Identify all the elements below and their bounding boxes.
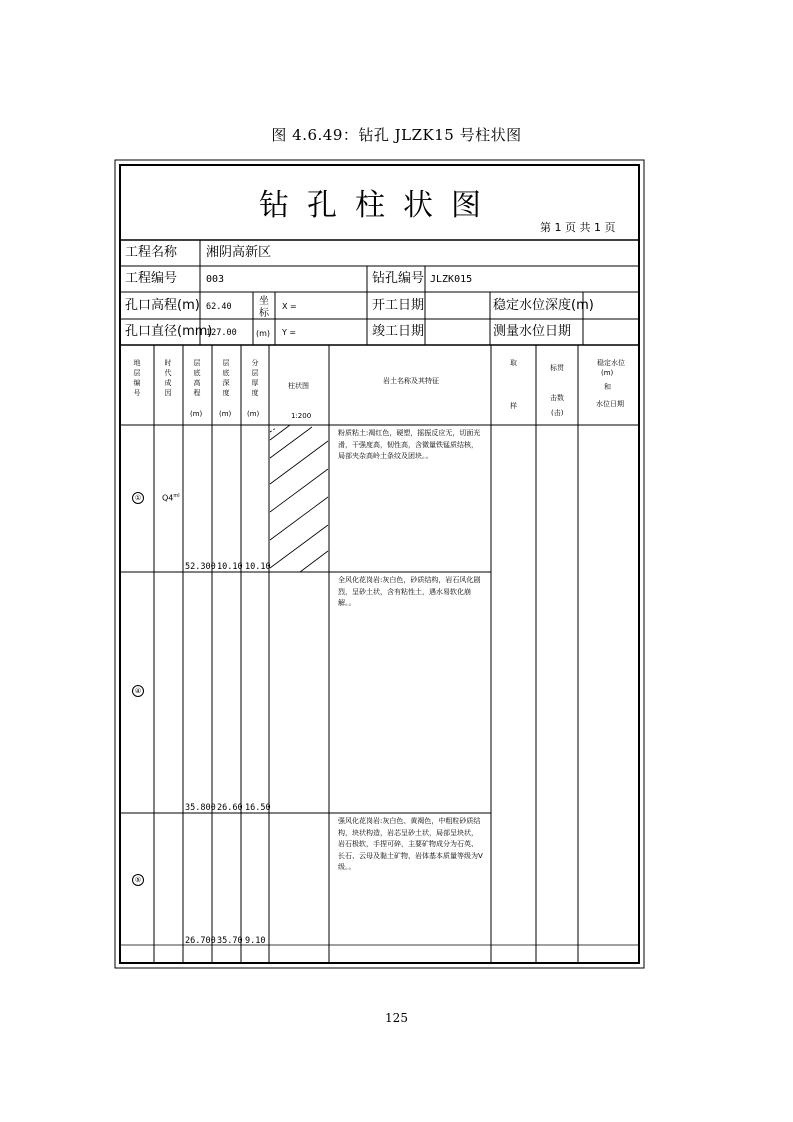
layer-desc-2: 全风化花岗岩:灰白色，砂质结构，岩石风化剧烈，呈砂土状，含有粘性土，遇水易软化崩解。。 [338, 576, 481, 607]
col-bottom-depth-unit: (m) [219, 410, 232, 418]
col-era: 时代成因 [164, 359, 172, 397]
layer-elev-1: 52.300 [185, 562, 216, 572]
layer-no-1: ① [132, 492, 144, 504]
col-column-fig: 柱状图 [288, 382, 309, 390]
col-bottom-elev: 层底高程 [193, 359, 201, 397]
layer-thick-1: 10.10 [245, 562, 271, 572]
layer-elev-2: 35.800 [185, 803, 216, 813]
layer-elev-3: 26.700 [185, 936, 216, 946]
elevation: 62.40 [206, 302, 232, 312]
layer-desc-1: 粉质粘土:褐红色，硬塑，摇振反应无，切面光滑，干强度高，韧性高，含微量铁锰质结核，局部夹杂高岭土条纹及团块。。 [338, 429, 481, 460]
col-bottom-depth: 层底深度 [222, 359, 230, 397]
col-description: 岩土名称及其特征 [383, 377, 439, 385]
project-name: 湘阴高新区 [206, 245, 272, 260]
coord-unit: (m) [256, 329, 271, 338]
col-spt-unit: (击) [551, 409, 564, 417]
col-spt-b: 击数 [550, 394, 564, 402]
page-indicator: 第 1 页 共 1 页 [540, 221, 616, 234]
col-sample-a: 取 [510, 359, 517, 367]
y-label: Y = [282, 328, 297, 337]
x-label: X = [282, 302, 297, 311]
layer-thick-2: 16.50 [245, 803, 271, 813]
borehole-no: JLZK015 [430, 274, 473, 285]
sheet-title: 钻孔柱状图 [259, 188, 499, 223]
col-scale: 1:200 [291, 412, 312, 420]
col-layer-no: 地层编号 [133, 359, 141, 397]
elevation-label: 孔口高程(m) [125, 298, 200, 313]
measured-water-label: 测量水位日期 [493, 324, 572, 339]
col-water-a: 稳定水位 [597, 359, 625, 367]
col-spt-a: 标贯 [550, 364, 564, 372]
col-water-unit: (m) [601, 369, 614, 377]
layer-depth-2: 26.60 [217, 803, 243, 813]
project-no: 003 [206, 274, 225, 285]
coord-label: 坐标 [259, 296, 269, 319]
layer-no-2: ④ [132, 685, 144, 697]
diameter-label: 孔口直径(mm) [125, 324, 213, 339]
layer-no-3: ⑤ [132, 874, 144, 886]
layer-desc-3: 强风化花岗岩:灰白色、黄褐色，中粗粒砂质结构，块状构造，岩芯呈砂土状，局部呈块状，岩石极软，手捏可碎，主要矿物成分为石英、长石、云母及黏土矿物，岩体基本质量等级为V级。。 [338, 817, 483, 871]
layer-era-1: $Q4^{ml}$ [162, 493, 180, 503]
layer-thick-3: 9.10 [245, 936, 266, 946]
col-water-and: 和 [604, 383, 611, 391]
column-hatch-layer-1 [270, 425, 328, 572]
layer-depth-3: 35.70 [217, 936, 243, 946]
col-thickness-unit: (m) [247, 410, 260, 418]
start-date-label: 开工日期 [372, 298, 425, 313]
col-water-b: 水位日期 [596, 400, 624, 408]
page-number: 125 [385, 1011, 408, 1025]
borehole-no-label: 钻孔编号 [372, 271, 425, 286]
col-sample-b: 样 [510, 402, 517, 410]
col-thickness: 分层厚度 [251, 359, 259, 397]
col-bottom-elev-unit: (m) [190, 410, 203, 418]
stable-water-label: 稳定水位深度(m) [493, 298, 594, 313]
layer-depth-1: 10.10 [217, 562, 243, 572]
end-date-label: 竣工日期 [372, 324, 425, 339]
project-no-label: 工程编号 [125, 271, 178, 286]
figure-caption: 图 4.6.49：钻孔 JLZK15 号柱状图 [271, 126, 522, 144]
project-name-label: 工程名称 [125, 245, 178, 260]
diameter: 127.00 [206, 328, 237, 338]
